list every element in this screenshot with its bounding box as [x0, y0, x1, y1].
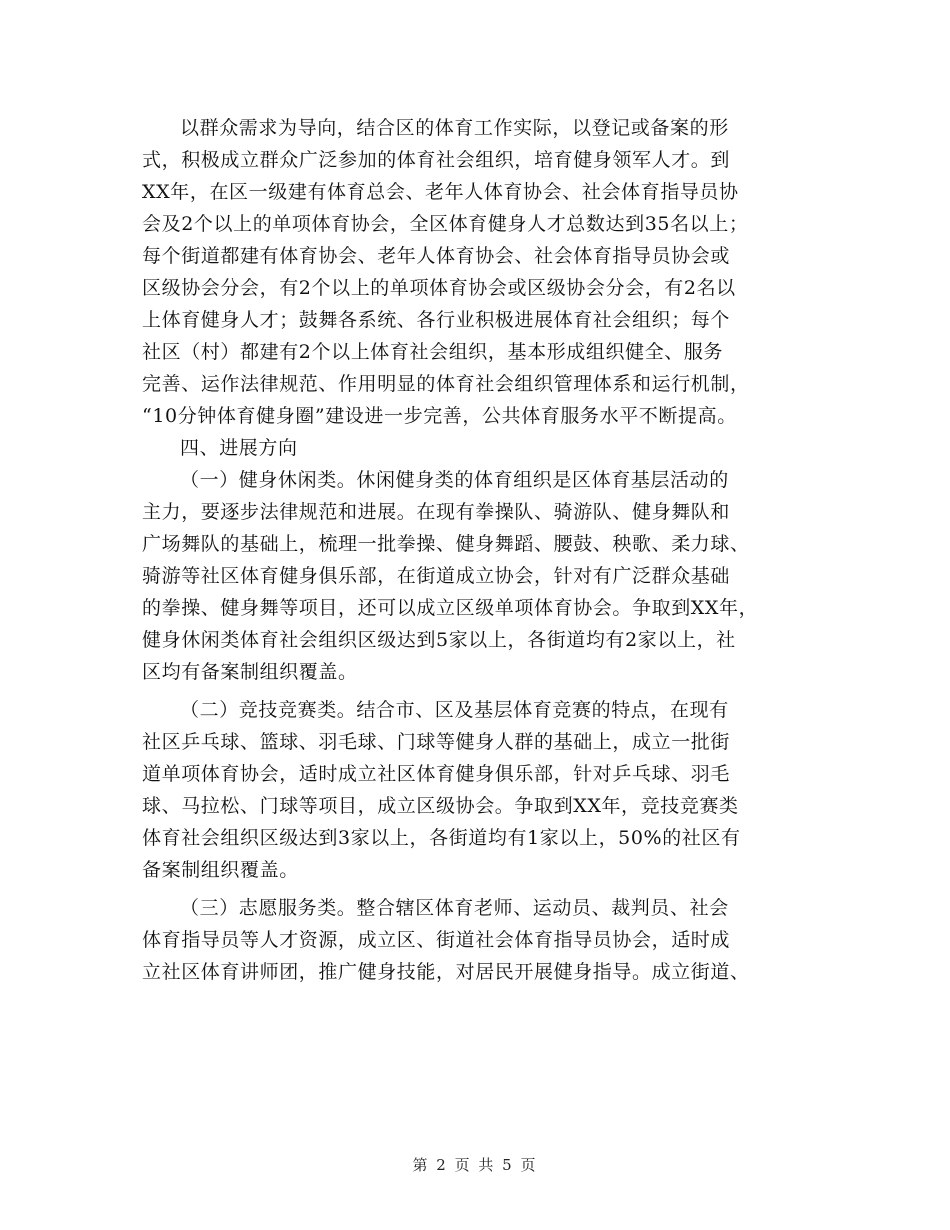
text-line: “10分钟体育健身圈”建设进一步完善，公共体育服务水平不断提高。 [142, 405, 737, 427]
section-heading [142, 432, 808, 464]
text-line: 上体育健身人才；鼓舞各系统、各行业积极进展体育社会组织；每个 [142, 309, 731, 331]
paragraph-fitness-leisure [142, 464, 808, 688]
paragraph-goals [142, 112, 808, 432]
text-line: 骑游等社区体育健身俱乐部，在街道成立协会，针对有广泛群众基础 [142, 565, 731, 587]
text-line: 社区（村）都建有2个以上体育社会组织，基本形成组织健全、服务 [142, 341, 724, 363]
text-line: 以群众需求为导向，结合区的体育工作实际，以登记或备案的形 [180, 117, 729, 139]
text-line: 区均有备案制组织覆盖。 [142, 661, 358, 683]
text-line: 主力，要逐步法律规范和进展。在现有拳操队、骑游队、健身舞队和 [142, 501, 731, 523]
text-line: 体育指导员等人才资源，成立区、街道社会体育指导员协会，适时成 [142, 929, 731, 951]
text-line: 备案制组织覆盖。 [142, 859, 299, 881]
text-line: （一）健身休闲类。休闲健身类的体育组织是区体育基层活动的 [180, 469, 729, 491]
text-line: （三）志愿服务类。整合辖区体育老师、运动员、裁判员、社会 [180, 897, 729, 919]
heading-text: 四、进展方向 [180, 437, 298, 459]
text-line: 会及2个以上的单项体育协会，全区体育健身人才总数达到35名以上； [142, 213, 749, 235]
text-line: 广场舞队的基础上，梳理一批拳操、健身舞蹈、腰鼓、秧歌、柔力球、 [142, 533, 750, 555]
document-body [142, 112, 808, 988]
text-line: （二）竞技竞赛类。结合市、区及基层体育竞赛的特点，在现有 [180, 699, 729, 721]
text-line: 道单项体育协会，适时成立社区体育健身俱乐部，针对乒乓球、羽毛 [142, 763, 731, 785]
text-line: 的拳操、健身舞等项目，还可以成立区级单项体育协会。争取到XX年， [142, 597, 759, 619]
text-line: 完善、运作法律规范、作用明显的体育社会组织管理体系和运行机制， [142, 373, 750, 395]
text-line: 社区乒乓球、篮球、羽毛球、门球等健身人群的基础上，成立一批街 [142, 731, 731, 753]
paragraph-competition [142, 694, 808, 886]
text-line: 区级协会分会，有2个以上的单项体育协会或区级协会分会，有2名以 [142, 277, 736, 299]
text-line: 每个街道都建有体育协会、老年人体育协会、社会体育指导员协会或 [142, 245, 731, 267]
page-number-footer: 第 2 页 共 5 页 [412, 1156, 538, 1174]
text-line: XX年，在区一级建有体育总会、老年人体育协会、社会体育指导员协 [142, 181, 739, 203]
text-line: 健身休闲类体育社会组织区级达到5家以上，各街道均有2家以上，社 [142, 629, 736, 651]
text-line: 球、马拉松、门球等项目，成立区级协会。争取到XX年，竞技竞赛类 [142, 795, 739, 817]
text-line: 式，积极成立群众广泛参加的体育社会组织，培育健身领军人才。到 [142, 149, 731, 171]
text-line: 体育社会组织区级达到3家以上，各街道均有1家以上，50%的社区有 [142, 827, 741, 849]
paragraph-volunteer [142, 892, 808, 988]
text-line: 立社区体育讲师团，推广健身技能，对居民开展健身指导。成立街道、 [142, 961, 750, 983]
